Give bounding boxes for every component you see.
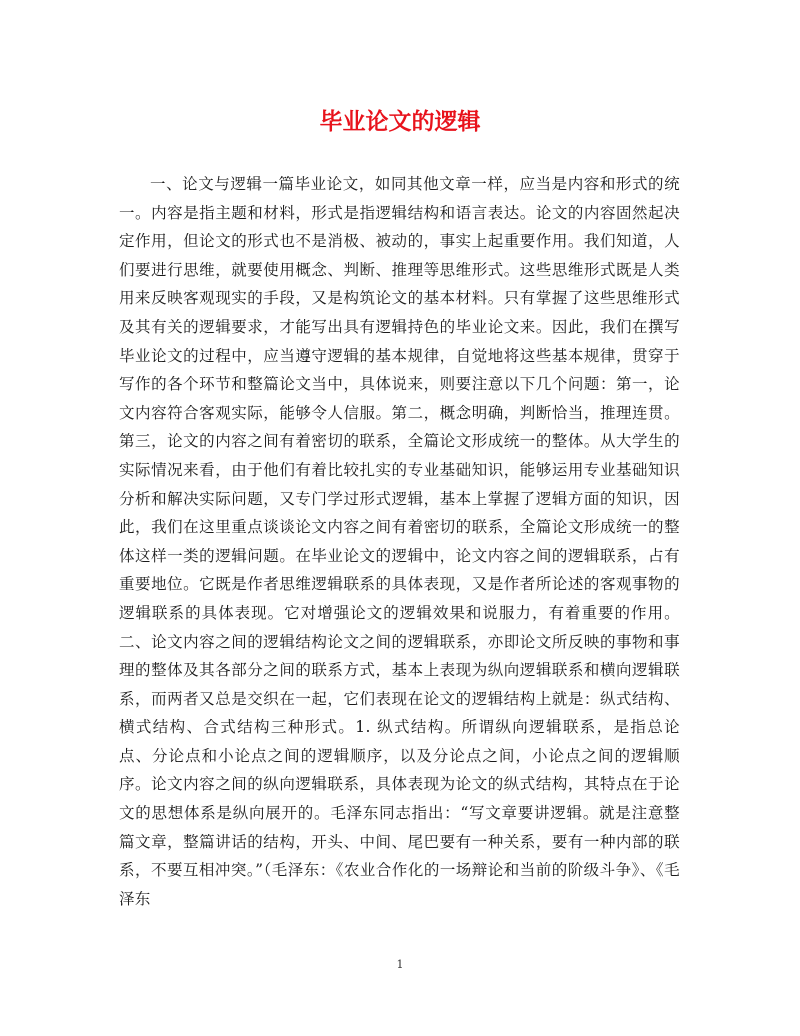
page-number: 1 [396, 958, 404, 971]
page-title: 毕业论文的逻辑 [319, 108, 481, 135]
body-paragraph: 一、论文与逻辑一篇毕业论文，如同其他文章一样，应当是内容和形式的统一。内容是指主题和材料，形式是指逻辑结构和语言表达。论文的内容固然起决定作用，但论文的形式也不是消极、被动的，事实上起重要作用。我们知道，人们要进行思维，就要使用概念、判断、推理等思维形式。这些思维形式既是人类用来反映客观现实的手段，又是构筑论文的基本材料。只有掌握了这些思维形式及其有关的逻辑要求，才能写出具有逻辑持色的毕业论文来。因此，我们在撰写毕业论文的过程中，应当遵守逻辑的基本规律，自觉地将这些基本规律，贯穿于写作的各个环节和整篇论文当中，具体说来，则要注意以下几个问题：第一，论文内容符合客观实际，能够令人信服。第二，概念明确，判断恰当，推理连贯。第三，论文的内容之间有着密切的联系，全篇论文形成统一的整体。从大学生的实际情况来看，由于他们有着比较扎实的专业基础知识，能够运用专业基础知识分析和解决实际问题，又专门学过形式逻辑，基本上掌握了逻辑方面的知识，因此，我们在这里重点谈谈论文内容之间有着密切的联系，全篇论文形成统一的整体这样一类的逻辑问题。在毕业论文的逻辑中，论文内容之间的逻辑联系，占有重要地位。它既是作者思维逻辑联系的具体表现，又是作者所论述的客观事物的逻辑联系的具体表现。它对增强论文的逻辑效果和说服力，有着重要的作用。二、论文内容之间的逻辑结构论文之间的逻辑联系，亦即论文所反映的事物和事理的整体及其各部分之间的联系方式，基本上表现为纵向逻辑联系和横向逻辑联系，而两者又总是交织在一起，它们表现在论文的逻辑结构上就是：纵式结构、横式结构、合式结构三种形式。1. 纵式结构。所谓纵向逻辑联系，是指总论点、分论点和小论点之间的逻辑顺序，以及分论点之间，小论点之间的逻辑顺序。论文内容之间的纵向逻辑联系，具体表现为论文的纵式结构，其特点在于论文的思想体系是纵向展开的。毛泽东同志指出：“写文章要讲逻辑。就是注意整篇文章，整篇讲话的结构，开头、中间、尾巴要有一种关系，要有一种内部的联系，不要互相冲突。”（毛泽东：《农业合作化的一场辩论和当前的阶级斗争》、《毛泽东 [119, 175, 680, 908]
